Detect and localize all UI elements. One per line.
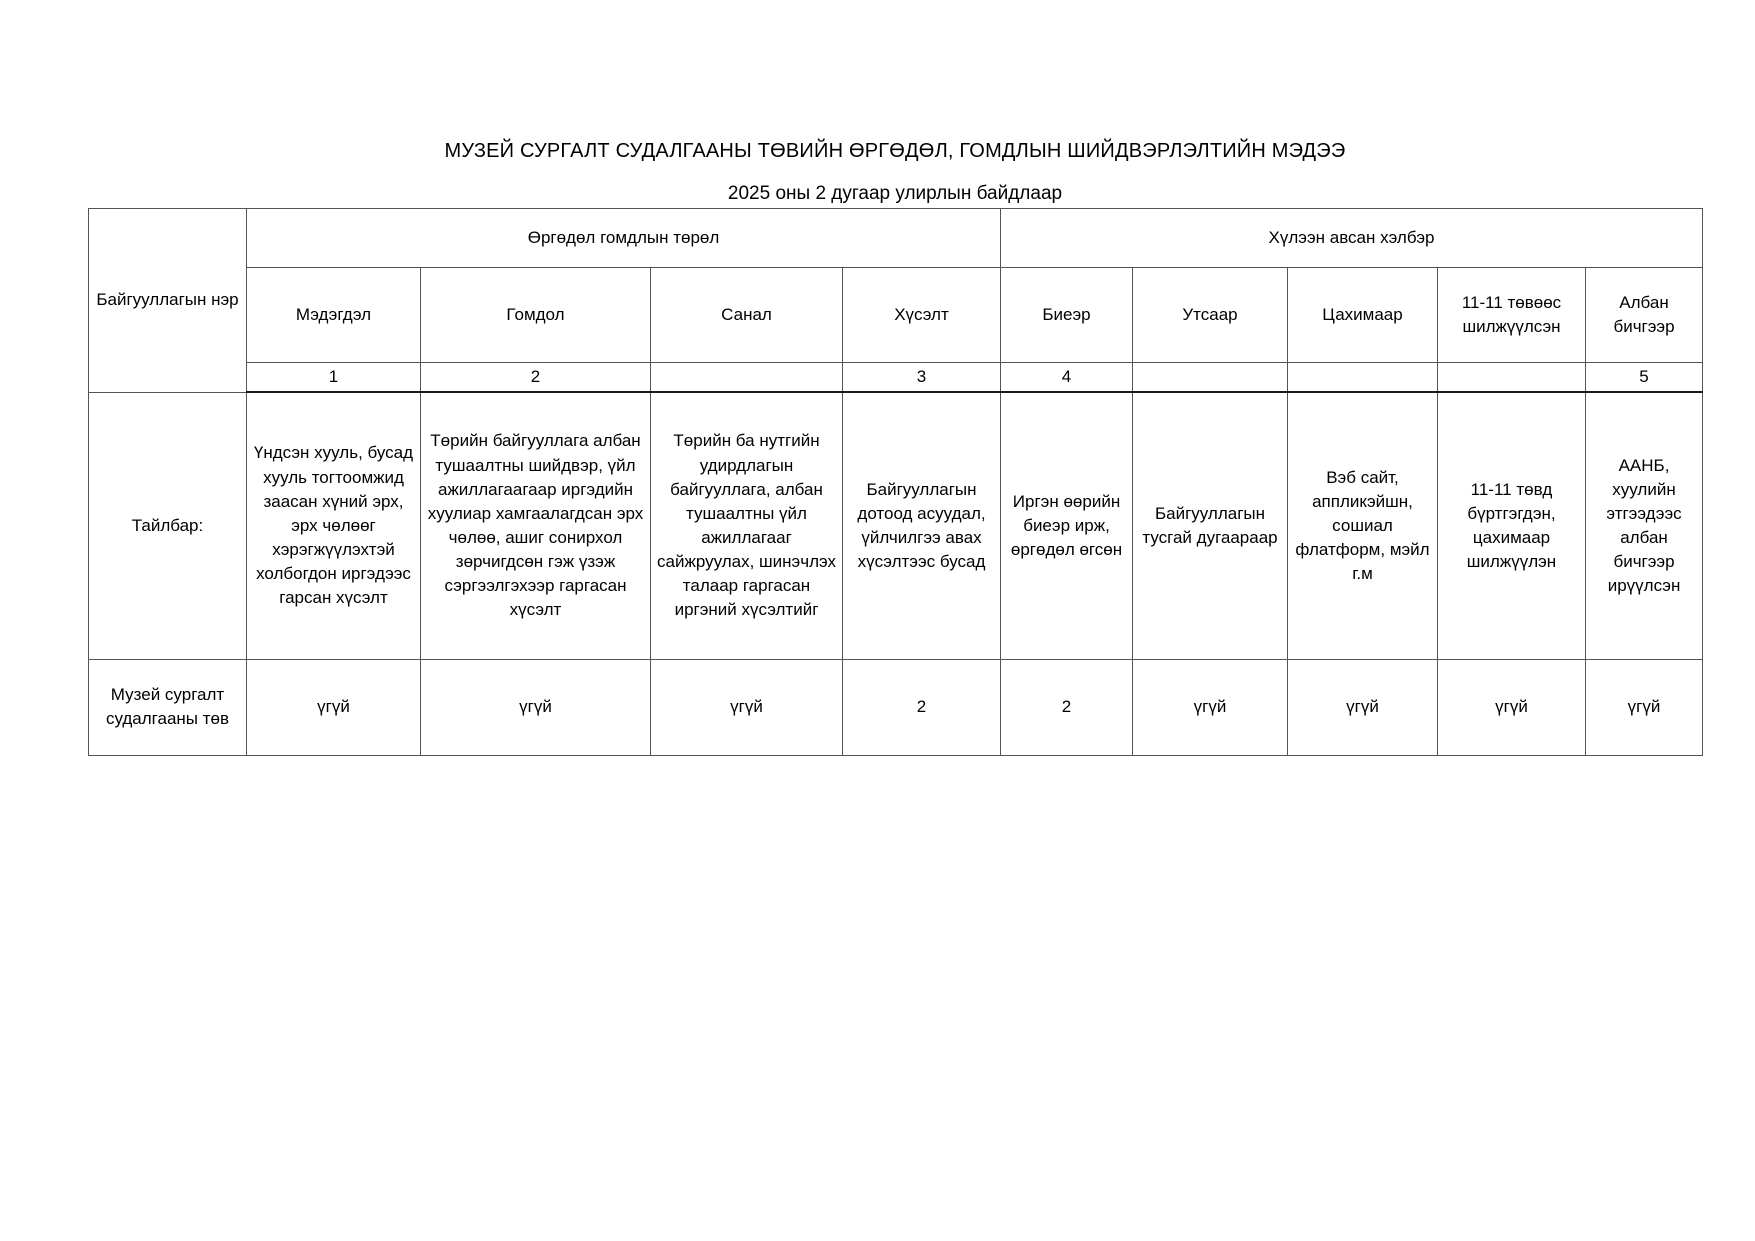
value-cell-medegdel: үгүй: [247, 659, 421, 755]
explanation-row: [89, 392, 1703, 659]
page-title: МУЗЕЙ СУРГАЛТ СУДАЛГААНЫ ТӨВИЙН ӨРГӨДӨЛ, ГОМДЛЫН ШИЙДВЭРЛЭЛТИЙН МЭДЭЭ: [444, 140, 1346, 162]
column-number-cell: [651, 363, 843, 393]
explanation-cell-11-11: 11-11 төвд бүртгэгдэн, цахимаар шилжүүлэн: [1438, 392, 1586, 659]
value-cell-utsaar: үгүй: [1133, 659, 1288, 755]
document-page: [88, 0, 1702, 756]
explanation-cell-alban-bichgeer: ААНБ, хуулийн этгээдээс албан бичгээр ирүүлсэн: [1586, 392, 1703, 659]
group-header-row: [89, 209, 1703, 268]
column-header-11-11-center: 11-11 төвөөс шилжүүлсэн: [1438, 268, 1586, 363]
value-cell-bieer: 2: [1001, 659, 1133, 755]
explanation-cell-medegdel: Үндсэн хууль, бусад хууль тогтоомжид заасан хүний эрх, эрх чөлөөг хэрэгжүүлэхтэй холбогдон иргэдээс гарсан хүсэлт: [247, 392, 421, 659]
explanation-cell-sanal: Төрийн ба нутгийн удирдлагын байгууллага, албан тушаалтны үйл ажиллагааг сайжруулах, шинэчлэх талаар гаргасан иргэний хүсэлтийг: [651, 392, 843, 659]
column-header-bieer: Биеэр: [1001, 268, 1133, 363]
column-number-cell: 4: [1001, 363, 1133, 393]
column-header-sanal: Санал: [651, 268, 843, 363]
column-header-gomdol: Гомдол: [421, 268, 651, 363]
value-cell-gomdol: үгүй: [421, 659, 651, 755]
column-header-utsaar: Утсаар: [1133, 268, 1288, 363]
explanation-cell-tsakhimaar: Вэб сайт, аппликэйшн, сошиал флатформ, мэйл г.м: [1288, 392, 1438, 659]
column-number-cell: [1288, 363, 1438, 393]
group-header-reception-forms: Хүлээн авсан хэлбэр: [1001, 209, 1703, 268]
column-header-medegdel: Мэдэгдэл: [247, 268, 421, 363]
corner-header-cell: Байгууллагын нэр: [89, 209, 247, 393]
column-number-cell: 1: [247, 363, 421, 393]
column-header-khuselt: Хүсэлт: [843, 268, 1001, 363]
column-header-row: [89, 268, 1703, 363]
column-number-cell: [1438, 363, 1586, 393]
value-cell-11-11: үгүй: [1438, 659, 1586, 755]
report-table: [88, 208, 1703, 756]
column-number-cell: 5: [1586, 363, 1703, 393]
organization-name-cell: Музей сургалт судалгааны төв: [89, 659, 247, 755]
explanation-cell-gomdol: Төрийн байгууллага албан тушаалтны шийдвэр, үйл ажиллагаагаар иргэдийн хуулиар хамгаалагдсан эрх чөлөө, ашиг сонирхол зөрчигдсөн гэж үзэж сэргээлгэхээр гаргасан хүсэлт: [421, 392, 651, 659]
column-number-cell: 2: [421, 363, 651, 393]
value-cell-khuselt: 2: [843, 659, 1001, 755]
group-header-petition-types: Өргөдөл гомдлын төрөл: [247, 209, 1001, 268]
page-subtitle: 2025 оны 2 дугаар улирлын байдлаар: [727, 183, 1063, 204]
column-number-cell: 3: [843, 363, 1001, 393]
column-number-row: [89, 363, 1703, 393]
column-number-cell: [1133, 363, 1288, 393]
column-header-tsakhimaar: Цахимаар: [1288, 268, 1438, 363]
explanation-cell-khuselt: Байгууллагын дотоод асуудал, үйлчилгээ авах хүсэлтээс бусад: [843, 392, 1001, 659]
explanation-cell-utsaar: Байгууллагын тусгай дугаараар: [1133, 392, 1288, 659]
explanation-row-header: Тайлбар:: [89, 392, 247, 659]
value-cell-sanal: үгүй: [651, 659, 843, 755]
organization-data-row: [89, 659, 1703, 755]
value-cell-alban-bichgeer: үгүй: [1586, 659, 1703, 755]
column-header-alban-bichgeer: Албан бичгээр: [1586, 268, 1703, 363]
explanation-cell-bieer: Иргэн өөрийн биеэр ирж, өргөдөл өгсөн: [1001, 392, 1133, 659]
value-cell-tsakhimaar: үгүй: [1288, 659, 1438, 755]
